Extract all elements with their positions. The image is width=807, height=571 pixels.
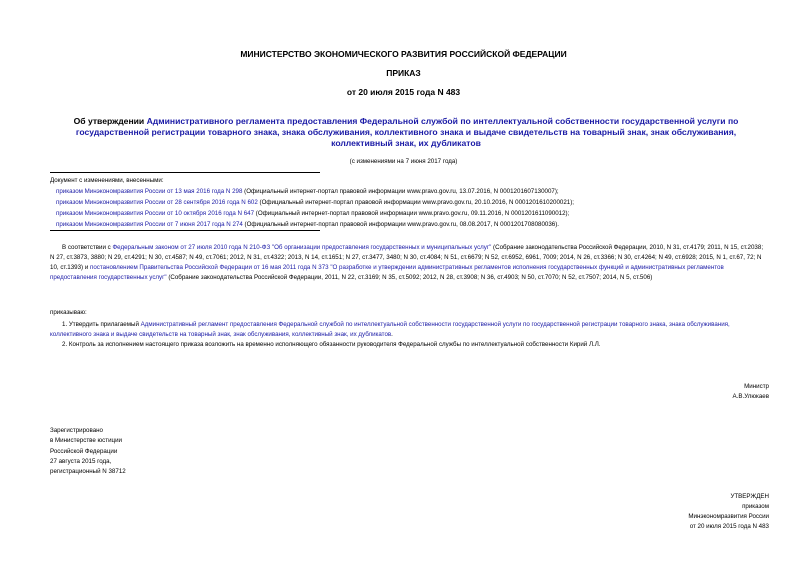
registration-line: регистрационный N 38712 bbox=[50, 468, 126, 476]
list-item bbox=[50, 197, 770, 208]
approved-line: от 20 июля 2015 года N 483 bbox=[689, 523, 769, 530]
change-text: (Официальный интернет-портал правовой информации www.pravo.gov.ru, 13.07.2016, N 0001201607130007); bbox=[242, 188, 559, 196]
list-item bbox=[50, 186, 770, 197]
document-title bbox=[50, 116, 762, 150]
change-text: (Официальный интернет-портал правовой информации www.pravo.gov.ru, 08.08.2017, N 0001201708080036). bbox=[242, 221, 560, 229]
title-prefix: Об утверждении bbox=[73, 116, 147, 126]
changes-list bbox=[50, 175, 770, 230]
ministry-heading: МИНИСТЕРСТВО ЭКОНОМИЧЕСКОГО РАЗВИТИЯ РОССИЙСКОЙ ФЕДЕРАЦИИ bbox=[240, 49, 567, 59]
p2-text: 2. Контроль за исполнением настоящего приказа возложить на временно исполняющего обязанности руководителя Федеральной службы по интеллектуальной собственности Кирий Л.Л. bbox=[62, 341, 601, 348]
changes-intro: Документ с изменениями, внесенными: bbox=[50, 177, 164, 184]
basis-paragraph bbox=[50, 243, 768, 283]
change-link[interactable]: приказом Минэкономразвития России от 7 июня 2017 года N 274 bbox=[56, 221, 243, 229]
approved-line: приказом bbox=[742, 503, 769, 510]
registration-line: 27 августа 2015 года, bbox=[50, 457, 112, 465]
approved-line: Минэкономразвития России bbox=[688, 513, 769, 520]
list-item bbox=[50, 219, 770, 230]
approved-block bbox=[688, 492, 769, 532]
divider-top bbox=[50, 172, 320, 173]
change-text: (Официальный интернет-портал правовой информации www.pravo.gov.ru, 20.10.2016, N 0001201610200021); bbox=[257, 199, 574, 207]
registration-line: в Министерстве юстиции bbox=[50, 437, 123, 445]
doc-type-heading: ПРИКАЗ bbox=[386, 68, 421, 78]
approved-line: УТВЕРЖДЕН bbox=[730, 493, 769, 500]
paragraph-2 bbox=[50, 340, 768, 350]
edit-note: (с изменениями на 7 июня 2017 года) bbox=[349, 158, 458, 165]
signature-role: Министр bbox=[744, 383, 769, 390]
signature-name: А.В.Улюкаев bbox=[732, 393, 769, 400]
signature-block bbox=[733, 382, 769, 402]
change-link[interactable]: приказом Минэкономразвития России от 28 сентября 2016 года N 602 bbox=[56, 199, 258, 207]
list-item bbox=[50, 208, 770, 219]
p1-text: 1. Утвердить прилагаемый bbox=[62, 321, 141, 328]
paragraph-1 bbox=[50, 320, 768, 340]
regulation-link[interactable]: Административный регламент предоставления Федеральной службой по интеллектуальной собственности государственной услуги по государственной регистрации товарного знака, знака обслуживания, коллективного знака и выдаче свидетельств на товарный знак, знак обслуживания, коллективный знак, их дубликатов bbox=[50, 321, 730, 338]
basis-text: (Собрание законодательства Российской Федерации, 2010, N 31, ст.4179; 2011, N 15, ст.2038; N 27, ст.3873, 3880; N 29, ст.4291; N 30, ст.4587; N 49, ст.7061; 2012, N 31, ст.4322; 2013, N 14, ст.1651; N 27, ст.3477, 3480; N 30, ст.4084; N 51, ст.6679; N 52, ст.6952, 6961, 7009; 2014, N 26, ст.3366; N 30, ст.4264; N 49, ст.6928; 2015, N 1, ст.67, 72; N 10, ст.1393) и bbox=[50, 244, 764, 271]
change-link[interactable]: приказом Минэкономразвития России от 10 октября 2016 года N 647 bbox=[56, 210, 255, 218]
basis-text: (Собрание законодательства Российской Федерации, 2011, N 22, ст.3169; N 35, ст.5092; 2012, N 28, ст.3908; N 36, ст.4903; N 50, ст.7070; N 52, ст.7507; 2014, N 5, ст.506) bbox=[166, 273, 653, 281]
government-decree-link[interactable]: постановлением Правительства Российской Федерации от 16 мая 2011 года N 373 "О разработке и утверждении административных регламентов исполнения государственных функций и административных регламентов предоставления государственных услуг" bbox=[50, 263, 724, 281]
change-text: (Официальный интернет-портал правовой информации www.pravo.gov.ru, 09.11.2016, N 0001201611090012); bbox=[254, 210, 570, 218]
registration-line: Российской Федерации bbox=[50, 447, 118, 455]
date-number-heading: от 20 июля 2015 года N 483 bbox=[346, 87, 461, 97]
registration-line: Зарегистрировано bbox=[50, 427, 103, 434]
change-link[interactable]: приказом Минэкономразвития России от 13 мая 2016 года N 298 bbox=[56, 188, 243, 196]
title-regulation-link[interactable]: Административного регламента предоставления Федеральной службой по интеллектуальной собственности государственной услуги по государственной регистрации товарного знака, знака обслуживания, коллективного знака и выдаче свидетельств на товарный знак, знак обслуживания, коллективный знак, их дубликатов bbox=[75, 116, 739, 149]
federal-law-link[interactable]: Федеральным законом от 27 июля 2010 года N 210-ФЗ "Об организации предоставления государственных и муниципальных услуг" bbox=[112, 244, 492, 251]
orders-word: приказываю: bbox=[50, 309, 87, 316]
registration-block bbox=[50, 426, 126, 477]
basis-text: В соответствии с bbox=[62, 244, 113, 251]
p1-text-end: . bbox=[391, 330, 393, 338]
divider-bottom bbox=[50, 230, 320, 231]
